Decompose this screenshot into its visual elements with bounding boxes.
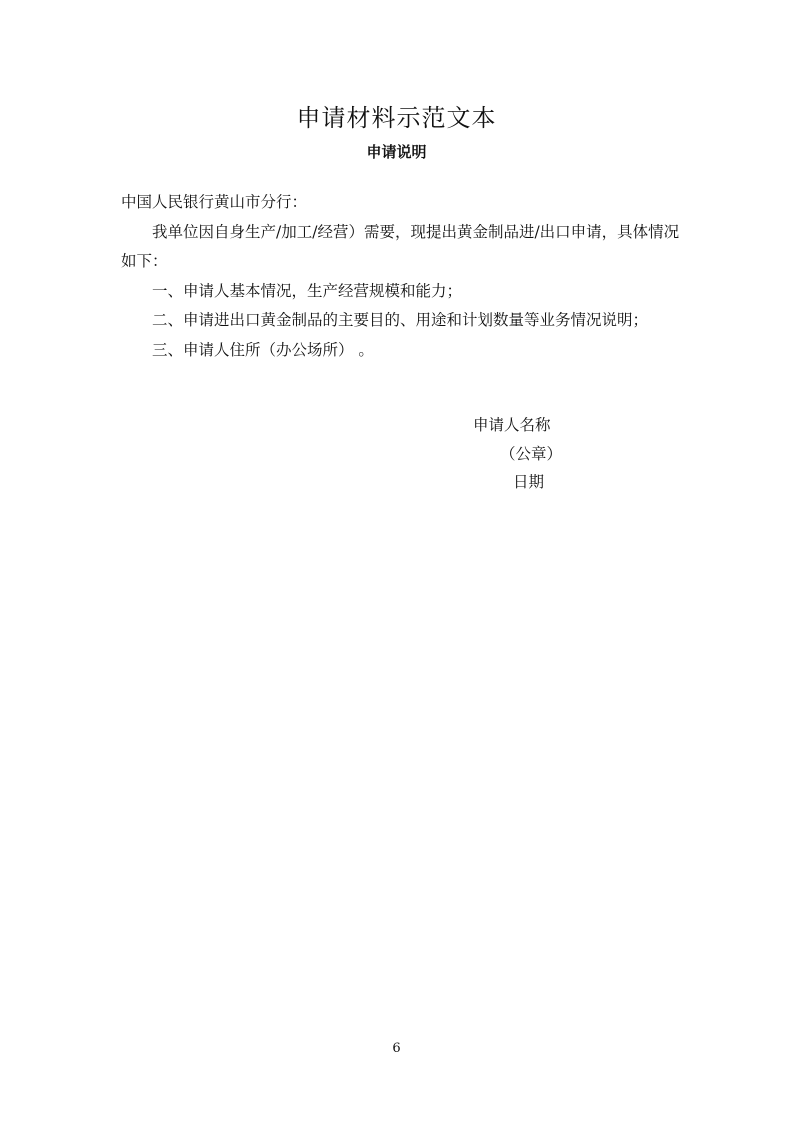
document-subtitle: 申请说明 bbox=[366, 143, 427, 161]
applicant-name-label: 申请人名称 bbox=[473, 416, 551, 434]
list-item-3: 三、申请人住所（办公场所） 。 bbox=[152, 340, 374, 359]
seal-label: （公章） bbox=[500, 444, 563, 463]
request-paragraph: 我单位因自身生产/加工/经营）需要，现提出黄金制品进/出口申请，具体情况如下： bbox=[121, 222, 680, 270]
document-title: 申请材料示范文本 bbox=[296, 104, 497, 132]
list-item-1: 一、申请人基本情况，生产经营规模和能力； bbox=[152, 281, 463, 300]
list-item-2: 二、申请进出口黄金制品的主要目的、用途和计划数量等业务情况说明； bbox=[152, 311, 649, 329]
signature-block bbox=[473, 411, 673, 497]
addressee-line: 中国人民银行黄山市分行： bbox=[121, 193, 308, 211]
page-number: 6 bbox=[392, 1041, 401, 1056]
document-body bbox=[121, 188, 681, 365]
date-label: 日期 bbox=[513, 473, 545, 491]
